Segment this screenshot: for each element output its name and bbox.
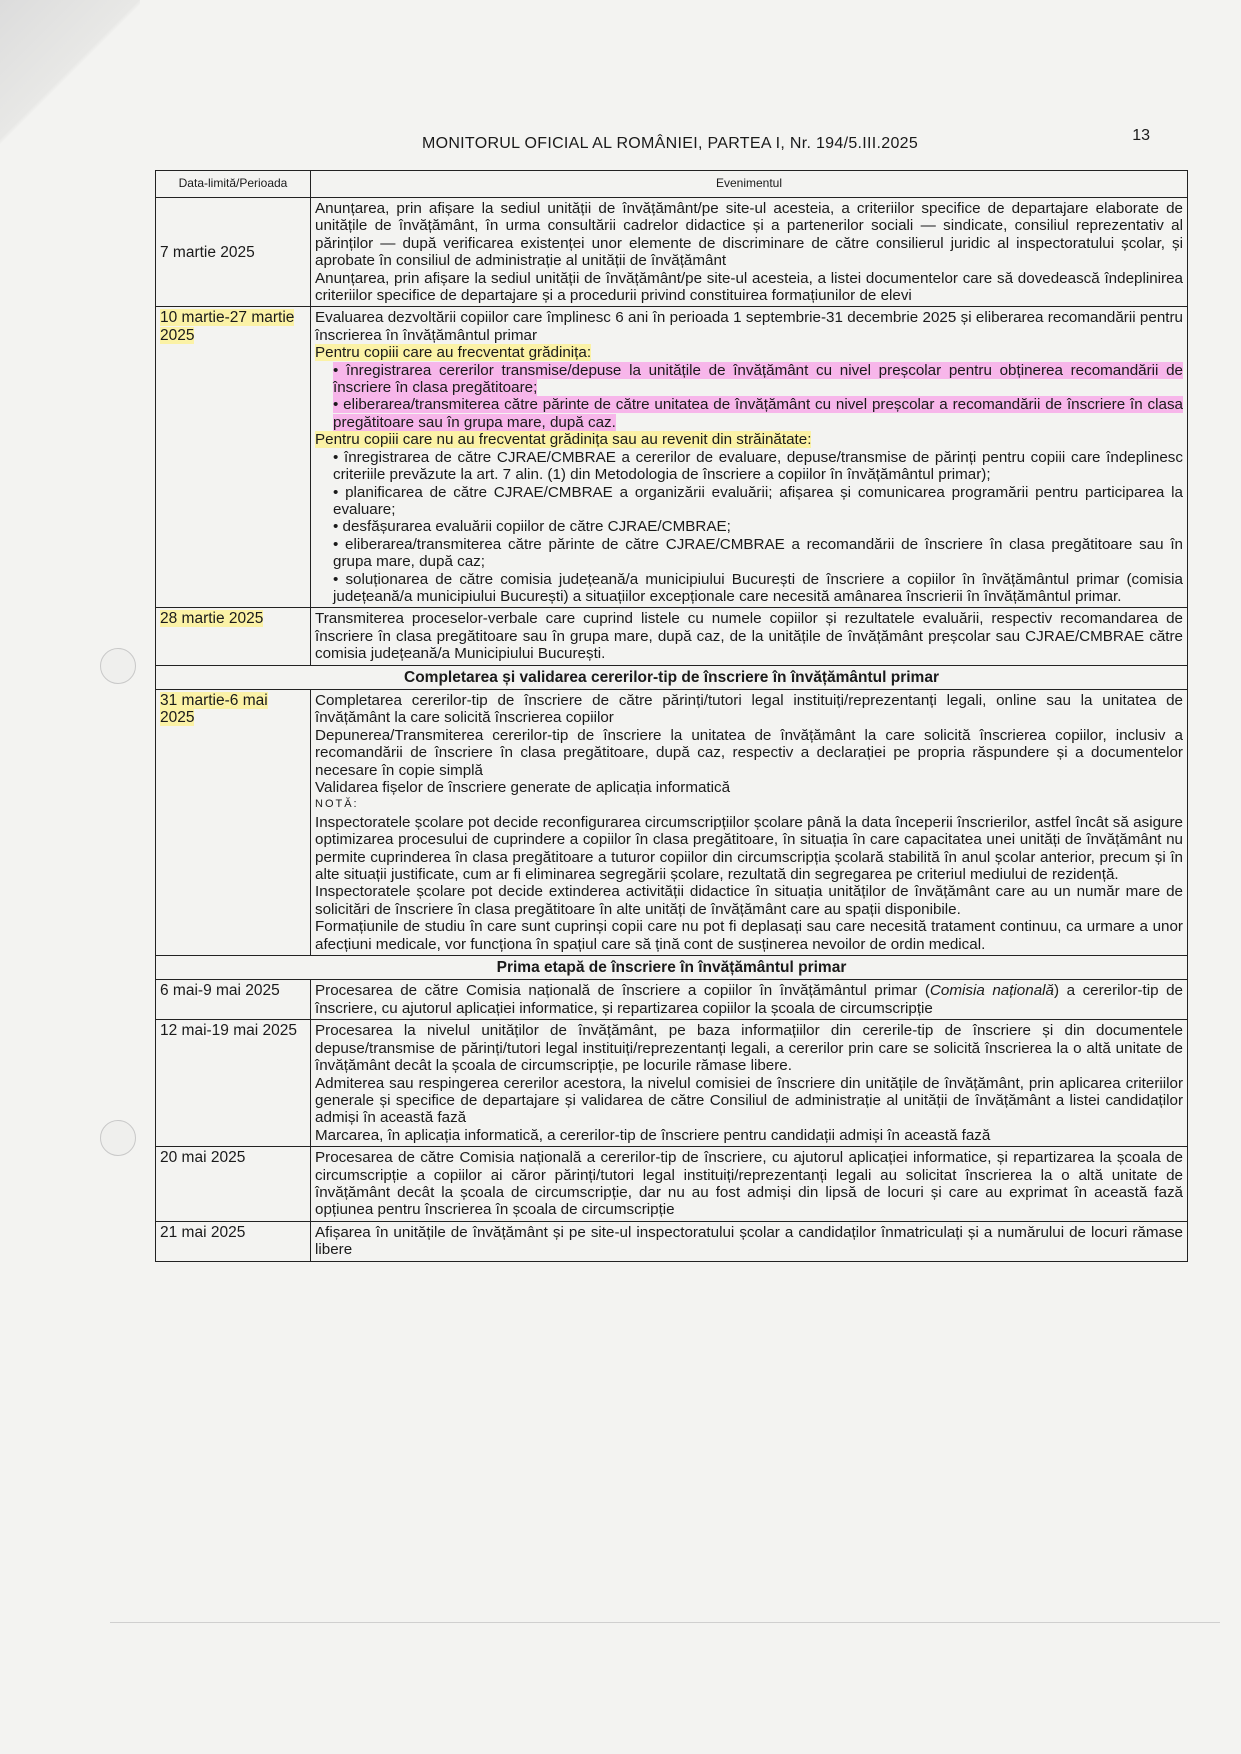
- row-event: [311, 689, 1188, 955]
- row-event: Procesarea de către Comisia națională de înscriere a copiilor în învățământul primar (Comisia națională) a cererilor-tip de înscriere, cu ajutorul aplicației informatice, și repartizarea copiilor la școala de circumscripție: [311, 980, 1188, 1020]
- event-line: Validarea fișelor de înscriere generate de aplicația informatică: [315, 779, 731, 796]
- italic-term: Comisia națională: [929, 982, 1054, 1000]
- event-line: Anunțarea, prin afișare la sediul unității de învățământ/pe site-ul acesteia, a listei documentelor care să dovedească îndeplinirea criteriilor specifice de departajare și a procedurii privind constituirea formațiunilor de elevi: [315, 269, 1183, 305]
- section-row: [156, 956, 1188, 980]
- row-date: [156, 608, 311, 665]
- event-line: Completarea cererilor-tip de înscriere de către părinți/tutori legal instituiți/reprezentanți legali, online sau la unitatea de învățământ la care solicită înscrierea copiilor: [315, 691, 1183, 727]
- row-event: Transmiterea proceselor-verbale care cuprind listele cu numele copiilor și rezultatele evaluării, respectiv recomandarea de înscriere în clasa pregătitoare sau în grupa mare, după caz, de la unitățile de învățământ preșcolar sau CJRAE/CMBRAE către comisia județeană/a Municipiului București.: [311, 608, 1188, 665]
- note-label: NOTĂ:: [315, 798, 359, 811]
- event-bullet: • eliberarea/transmiterea către părinte de către CJRAE/CMBRAE a recomandării de înscriere în clasa pregătitoare sau în grupa mare, după caz;: [333, 535, 1183, 571]
- table-row: [156, 980, 1188, 1020]
- event-line: Admiterea sau respingerea cererilor acestora, la nivelul comisiei de înscriere din unitățile de învățământ, prin aplicarea criteriilor generale și specifice de departajare și validarea de către Consiliul de administrație al unității de învățământ a listei candidaților admiși în această fază: [315, 1074, 1183, 1127]
- page-fold-corner: [0, 0, 140, 150]
- col-header-event: Evenimentul: [311, 171, 1188, 198]
- punch-hole: [100, 1120, 136, 1156]
- row-event: [311, 198, 1188, 307]
- row-date: 12 mai-19 mai 2025: [156, 1020, 311, 1147]
- event-bullet: • înregistrarea cererilor transmise/depuse la unitățile de învățământ cu nivel preșcolar pentru obținerea recomandării de înscriere în clasa pregătitoare;: [333, 361, 1183, 397]
- table-row: [156, 198, 1188, 307]
- highlighted-date: 10 martie-27 martie 2025: [160, 309, 295, 344]
- schedule-table: [155, 170, 1188, 1262]
- publication-title: MONITORUL OFICIAL AL ROMÂNIEI, PARTEA I, Nr. 194/5.III.2025: [421, 135, 919, 152]
- scan-edge-line: [110, 1622, 1220, 1623]
- event-subheading: Pentru copiii care nu au frecventat grădinița sau au revenit din străinătate:: [315, 431, 812, 449]
- note-line: Inspectoratele școlare pot decide extinderea activității didactice în situația unităților de învățământ care au un număr mare de solicitări de înscriere în clasa pregătitoare în alte unități de învățământ care au spații disponibile.: [315, 883, 1183, 918]
- event-bullet: • eliberarea/transmiterea către părinte de către unitatea de învățământ cu nivel preșcolar a recomandării de înscriere în clasa pregătitoare sau în grupa mare, după caz.: [333, 396, 1183, 431]
- event-bullet: • planificarea de către CJRAE/CMBRAE a organizării evaluării; afișarea și comunicarea programării pentru participarea la evaluare;: [333, 483, 1183, 518]
- highlighted-date: 31 martie-6 mai 2025: [160, 691, 268, 727]
- event-line: Marcarea, în aplicația informatică, a cererilor-tip de înscriere pentru candidații admiși în această fază: [315, 1126, 991, 1144]
- event-subheading: Pentru copiii care au frecventat grădinița:: [315, 344, 592, 362]
- row-date: [156, 307, 311, 608]
- row-date: 20 mai 2025: [156, 1147, 311, 1222]
- table-row: [156, 1147, 1188, 1222]
- section-title: Completarea și validarea cererilor-tip de înscriere în învățământul primar: [156, 665, 1188, 689]
- row-date: 21 mai 2025: [156, 1221, 311, 1261]
- table-row: [156, 689, 1188, 955]
- row-event: [311, 1020, 1188, 1147]
- event-bullet: • desfășurarea evaluării copiilor de către CJRAE/CMBRAE;: [333, 518, 731, 536]
- event-bullet: • soluționarea de către comisia județeană/a municipiului București de înscriere a copiilor în învățământul primar (comisia județeană/a municipiului București) a situațiilor excepționale care necesită amânarea înscrierii în învățământul primar.: [333, 570, 1183, 605]
- event-line: Procesarea la nivelul unităților de învățământ, pe baza informațiilor din cererile-tip de înscriere și din documentele depuse/transmise de părinți/tutori legal instituiți/reprezentanți legali, a cererilor prin care se solicită înscrierea la o altă unitate de învățământ decât la școala de circumscripție, pe locurile rămase libere.: [315, 1022, 1183, 1075]
- table-header-row: [156, 171, 1188, 198]
- row-date: 7 martie 2025: [156, 198, 311, 307]
- note-line: Inspectoratele școlare pot decide reconfigurarea circumscripțiilor școlare până la data începerii înscrierilor, astfel încât să asigure optimizarea procesului de cuprindere a copiilor în clasa pregătitoare, în situația în care capacitatea unei unități de învățământ nu permite cuprinderea în clasa pregătitoare a tuturor copiilor din circumscripția școlară stabilită în anul școlar anterior, precum și în alte situații justificate, cum ar fi eliminarea segregării școlare, rezultată din segregarea pe criteriul mediului de rezidență.: [315, 813, 1183, 884]
- section-row: [156, 665, 1188, 689]
- highlighted-date: 28 martie 2025: [160, 610, 264, 628]
- section-title: Prima etapă de înscriere în învățământul primar: [156, 956, 1188, 980]
- row-date: 6 mai-9 mai 2025: [156, 980, 311, 1020]
- event-line: Depunerea/Transmiterea cererilor-tip de înscriere la unitatea de învățământ la care solicită înscrierea copiilor, inclusiv a recomandării de înscriere în clasa pregătitoare, după caz, respectiv a declarației pe propria răspundere și a documentelor necesare în copie simplă: [315, 726, 1183, 779]
- page-header: [150, 127, 1190, 153]
- table-row: [156, 1221, 1188, 1261]
- row-date: [156, 689, 311, 955]
- table-row: [156, 307, 1188, 608]
- row-event: Procesarea de către Comisia națională a cererilor-tip de înscriere, cu ajutorul aplicației informatice, și repartizarea la școala de circumscripție a copiilor ai căror părinți/tutori legal instituiți/reprezentanți legali au solicitat înscrierea la o altă unitate de învățământ decât la școala de circumscripție, dar nu au fost admiși din lipsă de locuri și care au exprimat în această fază opțiunea pentru înscrierea în școala de circumscripție: [311, 1147, 1188, 1222]
- row-event: Afișarea în unitățile de învățământ și pe site-ul inspectoratului școlar a candidaților înmatriculați și a numărului de locuri rămase libere: [311, 1221, 1188, 1261]
- col-header-date: Data-limită/Perioada: [156, 171, 311, 198]
- table-row: [156, 1020, 1188, 1147]
- punch-hole: [100, 648, 136, 684]
- event-bullet: • înregistrarea de către CJRAE/CMBRAE a cererilor de evaluare, depuse/transmise de părinți pentru copiii care îndeplinesc criteriile prevăzute la art. 7 alin. (1) din Metodologia de înscriere a copiilor în învățământul primar);: [333, 448, 1183, 484]
- event-line: Evaluarea dezvoltării copiilor care împlinesc 6 ani în perioada 1 septembrie-31 decembrie 2025 și eliberarea recomandării pentru înscrierea în învățământul primar: [315, 309, 1183, 344]
- table-row: [156, 608, 1188, 665]
- event-line: Anunțarea, prin afișare la sediul unității de învățământ/pe site-ul acesteia, a criteriilor specifice de departajare elaborate de unitățile de învățământ, în urma consultării cadrelor didactice și a partenerilor sociali — sindicate, consiliul reprezentativ al părinților — după verificarea existenței unor elemente de discriminare de către consilierul juridic al inspectoratului școlar, și aprobate în consiliul de administrație al unității de învățământ: [315, 200, 1183, 270]
- row-event: [311, 307, 1188, 608]
- page-number: 13: [1132, 127, 1150, 144]
- note-line: Formațiunile de studiu în care sunt cuprinși copii care nu pot fi deplasați sau care necesită tratament continuu, ca urmare a unor afecțiuni medicale, vor funcționa în spațiul care să țină cont de susținerea nevoilor de ordin medical.: [315, 918, 1183, 953]
